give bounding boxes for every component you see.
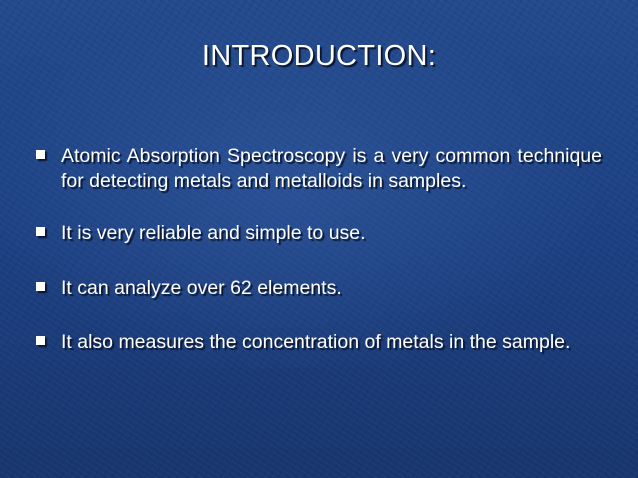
bullet-item [34, 221, 602, 246]
bullet-item [34, 276, 602, 301]
bullet-text: It also measures the concentration of metals in the sample. [61, 331, 571, 353]
square-bullet-icon [36, 336, 45, 345]
square-bullet-icon [36, 282, 45, 291]
bullet-text: It can analyze over 62 elements. [61, 276, 342, 299]
square-bullet-icon [36, 227, 45, 236]
bullet-text: Atomic Absorption Spectroscopy is a very common technique for detecting metals and metalloids in samples. [61, 145, 602, 192]
bullet-item [34, 330, 602, 355]
square-bullet-icon [36, 150, 45, 159]
bullet-item [34, 144, 602, 193]
bullet-list [34, 144, 602, 355]
slide-title: INTRODUCTION: [201, 40, 437, 72]
bullet-text: It is very reliable and simple to use. [61, 222, 366, 244]
